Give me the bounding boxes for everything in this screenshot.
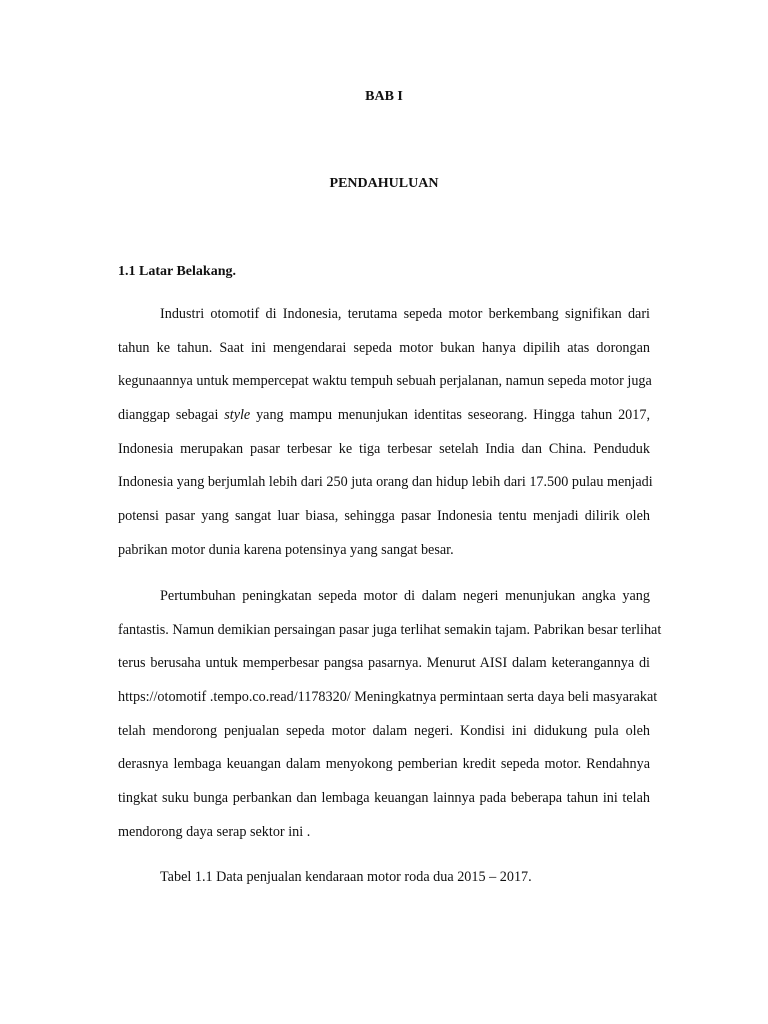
paragraph-line — [118, 405, 650, 439]
paragraph-line: Indonesia yang berjumlah lebih dari 250 juta orang dan hidup lebih dari 17.500 pulau menjadi — [118, 474, 653, 491]
paragraph-line: fantastis. Namun demikian persaingan pasar juga terlihat semakin tajam. Pabrikan besar terlihat — [118, 621, 662, 638]
paragraph-line: kegunaannya untuk mempercepat waktu tempuh sebuah perjalanan, namun sepeda motor juga — [118, 373, 652, 390]
paragraph-text: dianggap sebagai — [118, 407, 225, 424]
paragraph-line: tahun ke tahun. Saat ini mengendarai sepeda motor bukan hanya dipilih atas dorongan — [118, 339, 650, 356]
paragraph-line: pabrikan motor dunia karena potensinya yang sangat besar. — [118, 541, 454, 558]
paragraph-line: Indonesia merupakan pasar terbesar ke tiga terbesar setelah India dan China. Penduduk — [118, 440, 650, 457]
paragraph-line: Industri otomotif di Indonesia, terutama sepeda motor berkembang signifikan dari — [160, 306, 650, 322]
paragraph-line: mendorong daya serap sektor ini . — [118, 823, 311, 840]
section-title: 1.1 Latar Belakang. — [118, 264, 236, 279]
paragraph-line: derasnya lembaga keuangan dalam menyokong pemberian kredit sepeda motor. Rendahnya — [118, 756, 650, 773]
chapter-title: PENDAHULUAN — [329, 176, 439, 191]
paragraph-latar-belakang-2 — [118, 586, 662, 856]
paragraph-latar-belakang-1 — [118, 304, 653, 574]
paragraph-line: Pertumbuhan peningkatan sepeda motor di dalam negeri menunjukan angka yang — [160, 588, 650, 604]
chapter-number: BAB I — [365, 89, 403, 104]
paragraph-line: terus berusaha untuk memperbesar pangsa pasarnya. Menurut AISI dalam keterangannya di — [118, 655, 650, 672]
paragraph-line: tingkat suku bunga perbankan dan lembaga keuangan lainnya pada beberapa tahun ini telah — [118, 790, 650, 807]
paragraph-text: yang mampu menunjukan identitas seseorang. Hingga tahun 2017, — [250, 407, 650, 424]
italic-term-style: style — [224, 407, 251, 424]
paragraph-line: telah mendorong penjualan sepeda motor dalam negeri. Kondisi ini didukung pula oleh — [118, 722, 650, 739]
paragraph-line: https://otomotif .tempo.co.read/1178320/ Meningkatnya permintaan serta daya beli masyarakat — [118, 689, 658, 706]
paragraph-line: potensi pasar yang sangat luar biasa, sehingga pasar Indonesia tentu menjadi dilirik oleh — [118, 508, 650, 525]
table-caption: Tabel 1.1 Data penjualan kendaraan motor roda dua 2015 – 2017. — [160, 869, 532, 885]
